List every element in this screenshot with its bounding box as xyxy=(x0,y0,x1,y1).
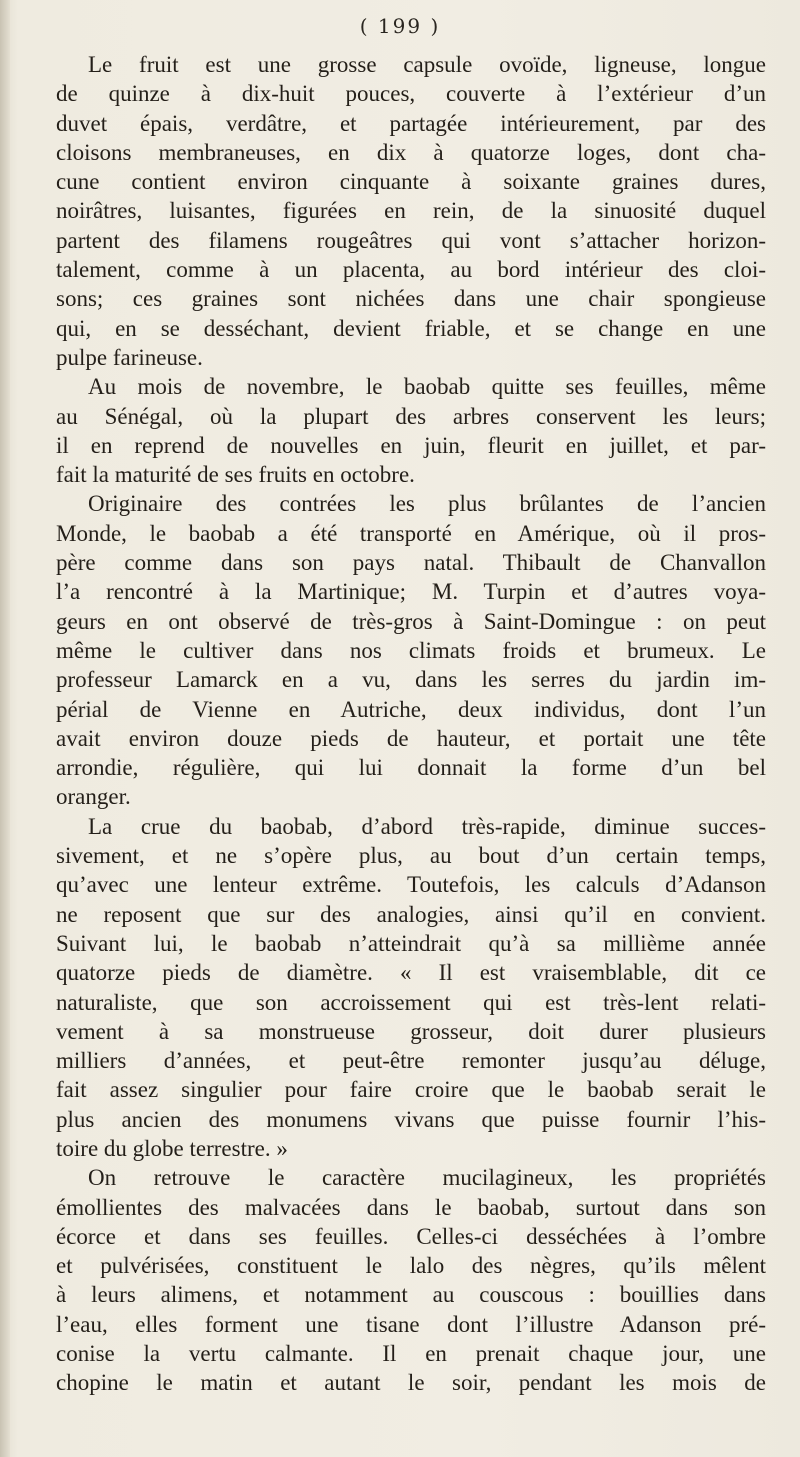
text-line: cune contient environ cinquante à soixante graines dures, xyxy=(56,169,766,195)
paragraph-origin xyxy=(56,489,766,811)
text-line: noirâtres, luisantes, figurées en rein, de la sinuosité duquel xyxy=(56,198,766,224)
text-line: père comme dans son pays natal. Thibault de Chanvallon xyxy=(56,550,766,576)
text-line: conise la vertu calmante. Il en prenait chaque jour, une xyxy=(56,1341,766,1367)
page-binding-edge xyxy=(0,0,10,1457)
text-line: La crue du baobab, d’abord très-rapide, diminue succes- xyxy=(88,813,766,839)
text-line: plus ancien des monumens vivans que puisse fournir l’his- xyxy=(56,1106,766,1132)
text-line: partent des filamens rougeâtres qui vont s’attacher horizon- xyxy=(56,227,766,253)
text-line: et pulvérisées, constituent le lalo des nègres, qu’ils mêlent xyxy=(56,1253,766,1279)
text-line: Monde, le baobab a été transporté en Amérique, où il pros- xyxy=(56,520,766,546)
paragraph-leaves xyxy=(56,372,766,489)
text-line: vement à sa monstrueuse grosseur, doit durer plusieurs xyxy=(56,1018,766,1044)
text-line: fait assez singulier pour faire croire que le baobab serait le xyxy=(56,1077,766,1103)
text-line: émollientes des malvacées dans le baobab, surtout dans son xyxy=(56,1194,766,1220)
paragraph-properties xyxy=(56,1163,766,1397)
text-line: il en reprend de nouvelles en juin, fleurit en juillet, et par- xyxy=(56,432,766,458)
text-line: sivement, et ne s’opère plus, au bout d’un certain temps, xyxy=(56,843,766,869)
text-line: milliers d’années, et peut-être remonter jusqu’au déluge, xyxy=(56,1048,766,1074)
text-line: On retrouve le caractère mucilagineux, les propriétés xyxy=(88,1165,766,1191)
text-line: arrondie, régulière, qui lui donnait la forme d’un bel xyxy=(56,755,766,781)
text-line: Suivant lui, le baobab n’atteindrait qu’à sa millième année xyxy=(56,930,766,956)
text-line: Le fruit est une grosse capsule ovoïde, ligneuse, longue xyxy=(88,52,766,77)
text-line: à leurs alimens, et notamment au couscous : bouillies dans xyxy=(56,1282,766,1308)
page-number: ( 199 ) xyxy=(359,14,441,38)
text-line: l’a rencontré à la Martinique; M. Turpin et d’autres voya- xyxy=(56,579,766,605)
text-line: ne reposent que sur des analogies, ainsi qu’il en convient. xyxy=(56,901,766,927)
text-line: avait environ douze pieds de hauteur, et portait une tête xyxy=(56,725,766,751)
text-line: qu’avec une lenteur extrême. Toutefois, les calculs d’Adanson xyxy=(56,872,766,898)
text-line: pulpe farineuse. xyxy=(56,344,203,370)
text-line: Originaire des contrées les plus brûlantes de l’ancien xyxy=(88,491,766,517)
text-line: professeur Lamarck en a vu, dans les serres du jardin im- xyxy=(56,667,766,693)
text-line: naturaliste, que son accroissement qui est très-lent relati- xyxy=(56,989,766,1015)
text-line: fait la maturité de ses fruits en octobre. xyxy=(56,462,415,488)
text-line: de quinze à dix-huit pouces, couverte à l’extérieur d’un xyxy=(56,81,766,107)
text-line: même le cultiver dans nos climats froids et brumeux. Le xyxy=(56,637,766,663)
text-line: Au mois de novembre, le baobab quitte ses feuilles, même xyxy=(88,374,766,400)
body-text xyxy=(56,50,766,1398)
text-line: qui, en se desséchant, devient friable, et se change en une xyxy=(56,315,766,341)
paragraph-growth xyxy=(56,812,766,1164)
text-line: toire du globe terrestre. » xyxy=(56,1135,288,1161)
text-line: l’eau, elles forment une tisane dont l’illustre Adanson pré- xyxy=(56,1311,766,1337)
text-line: duvet épais, verdâtre, et partagée intérieurement, par des xyxy=(56,110,766,136)
paragraph-fruit xyxy=(56,50,766,372)
text-line: au Sénégal, où la plupart des arbres conservent les leurs; xyxy=(56,403,766,429)
text-line: périal de Vienne en Autriche, deux individus, dont l’un xyxy=(56,696,766,722)
text-line: écorce et dans ses feuilles. Celles-ci desséchées à l’ombre xyxy=(56,1223,766,1249)
text-line: oranger. xyxy=(56,784,131,810)
text-line: sons; ces graines sont nichées dans une chair spongieuse xyxy=(56,286,766,312)
text-line: geurs en ont observé de très-gros à Saint-Domingue : on peut xyxy=(56,608,766,634)
text-line: cloisons membraneuses, en dix à quatorze loges, dont cha- xyxy=(56,139,766,165)
text-line: quatorze pieds de diamètre. « Il est vraisemblable, dit ce xyxy=(56,960,766,986)
text-line: chopine le matin et autant le soir, pendant les mois de xyxy=(56,1370,766,1396)
text-line: talement, comme à un placenta, au bord intérieur des cloi- xyxy=(56,257,766,283)
